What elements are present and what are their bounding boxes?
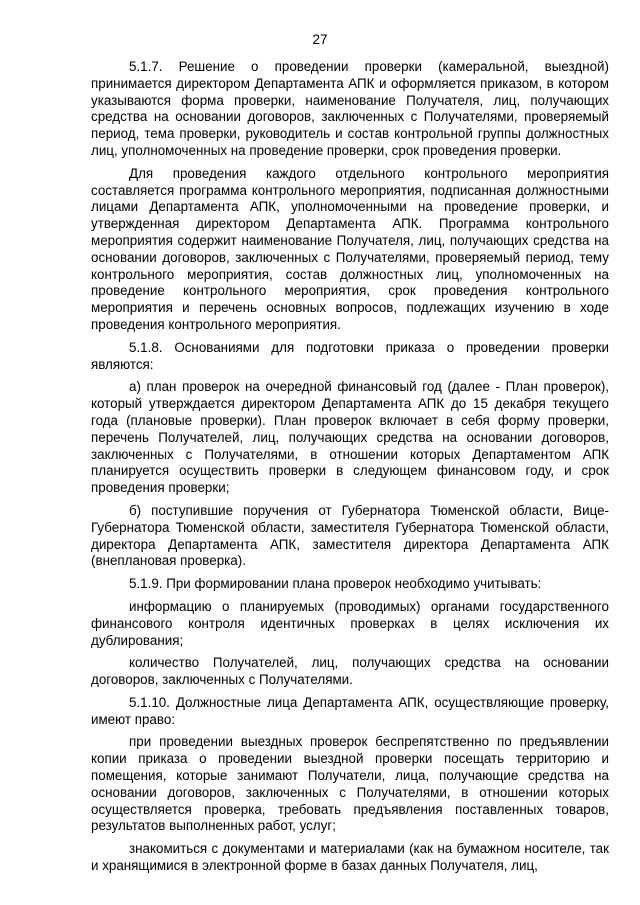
document-body <box>91 59 609 881</box>
list-item-a: а) план проверок на очередной финансовый год (далее - План проверок), который утверждается директором Департамента АПК до 15 декабря текущего года (плановые проверки). План проверок включает в себя форму проверки, перечень Получателей, лиц, получающих средства на основании договоров, заключенных с Получателями, в отношении которых Департаментом АПК планируется осуществить проверки в следующем финансовом году, и срок проведения проверки; <box>91 379 609 496</box>
paragraph-quantity: количество Получателей, лиц, получающих средства на основании договоров, заключенных с Получателями. <box>91 655 609 688</box>
paragraph-site-visits: при проведении выездных проверок беспрепятственно по предъявлении копии приказа о проведении выездной проверки посещать территорию и помещения, которые занимают Получатели, лица, получающие средства на основании договоров, заключенных с Получателями, в отношении которых осуществляется проверка, требовать предъявления поставленных товаров, результатов выполненных работ, услуг; <box>91 734 609 834</box>
paragraph-info: информацию о планируемых (проводимых) органами государственного финансового контроля идентичных проверках в целях исключения их дублирования; <box>91 598 609 648</box>
page-number: 27 <box>312 32 328 47</box>
paragraph-5-1-8: 5.1.8. Основаниями для подготовки приказа о проведении проверки являются: <box>91 339 609 372</box>
list-item-b: б) поступившие поручения от Губернатора Тюменской области, Вице-Губернатора Тюменской области, заместителя Губернатора Тюменской области, директора Департамента АПК, заместителя директора Департамента АПК (внеплановая проверка). <box>91 502 609 569</box>
paragraph-documents: знакомиться с документами и материалами (как на бумажном носителе, так и хранящимися в электронной форме в базах данных Получателя, лиц, <box>91 841 609 874</box>
paragraph-5-1-10: 5.1.10. Должностные лица Департамента АПК, осуществляющие проверку, имеют право: <box>91 694 609 727</box>
paragraph-5-1-9: 5.1.9. При формировании плана проверок необходимо учитывать: <box>129 576 542 592</box>
paragraph-5-1-7: 5.1.7. Решение о проведении проверки (камеральной, выездной) принимается директором Департамента АПК и оформляется приказом, в котором указываются форма проверки, наименование Получателя, лиц, получающих средства на основании договоров, заключенных с Получателями, проверяемый период, тема проверки, руководитель и состав контрольной группы должностных лиц, уполномоченных на проведение проверки, срок проведения проверки. <box>91 59 609 158</box>
paragraph-program: Для проведения каждого отдельного контрольного мероприятия составляется программа контрольного мероприятия, подписанная должностными лицами Департамента АПК, уполномоченными на проведение проверки, и утвержденная директором Департамента АПК. Программа контрольного мероприятия содержит наименование Получателя, лиц, получающих средства на основании договоров, заключенных с Получателями, проверяемый период, тему контрольного мероприятия, состав должностных лиц, уполномоченных на проведение контрольного мероприятия, срок проведения контрольного мероприятия и перечень основных вопросов, подлежащих изучению в ходе проведения контрольного мероприятия. <box>91 165 609 332</box>
